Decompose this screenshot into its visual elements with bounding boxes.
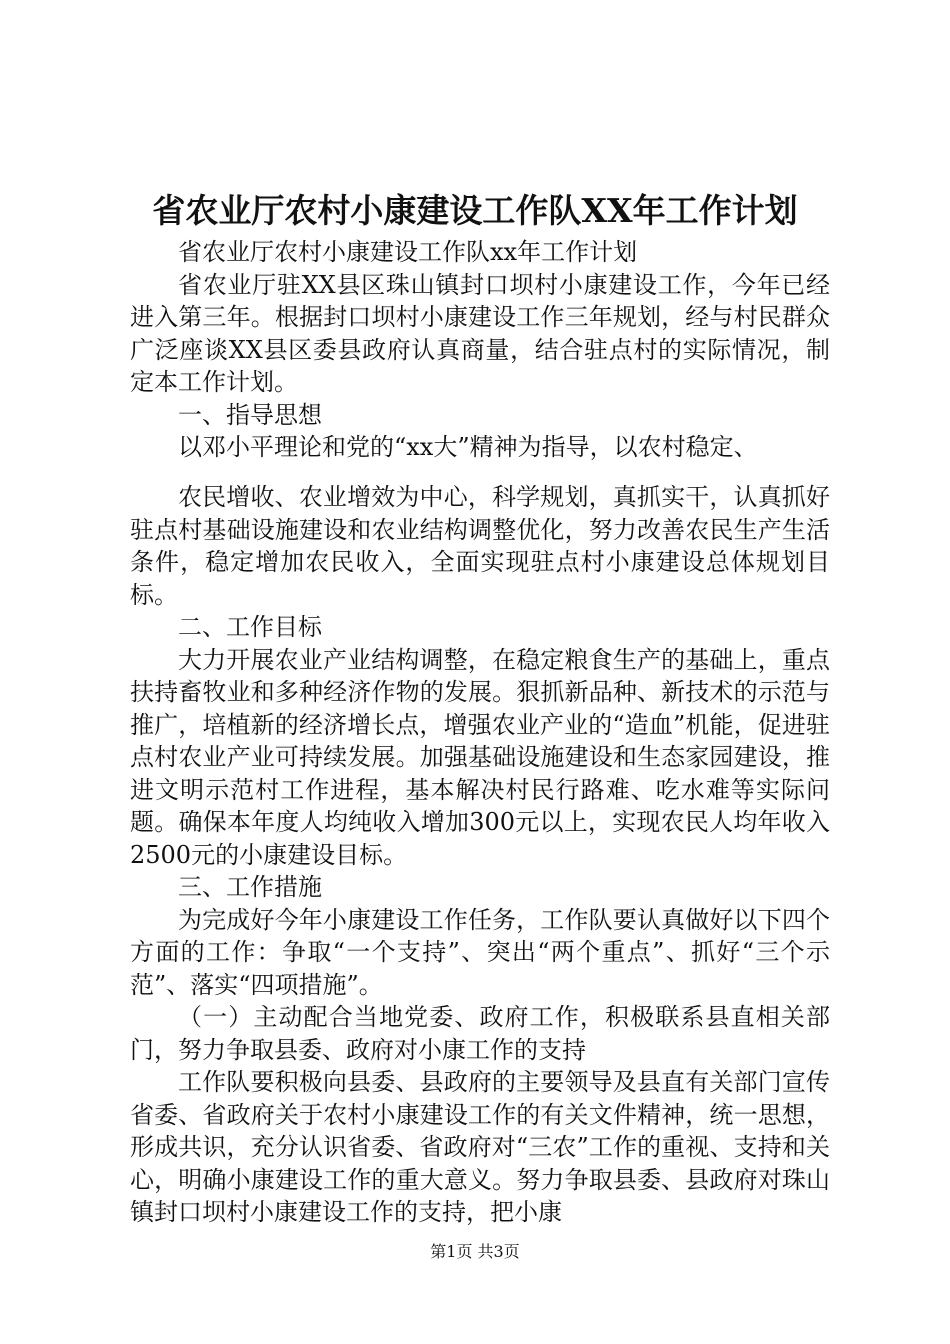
section-heading: 二、工作目标 [178, 613, 322, 641]
paragraph: 工作队要积极向县委、县政府的主要领导及县直有关部门宣传省委、省政府关于农村小康建设工作的有关文件精神，统一思想，形成共识，充分认识省委、省政府对“三农”工作的重视、支持和关心，明确小康建设工作的重大意义。努力争取县委、县政府对珠山镇封口坝村小康建设工作的支持，把小康 [130, 1068, 830, 1226]
body-block-2 [130, 481, 830, 1229]
section-heading: 三、工作措施 [178, 873, 322, 901]
paragraph: 大力开展农业产业结构调整，在稳定粮食生产的基础上，重点扶持畜牧业和多种经济作物的发展。狠抓新品种、新技术的示范与推广，培植新的经济增长点，增强农业产业的“造血”机能，促进驻点村农业产业可持续发展。加强基础设施建设和生态家园建设，推进文明示范村工作进程，基本解决村民行路难、吃水难等实际问题。确保本年度人均纯收入增加300元以上，实现农民人均年收入2500元的小康建设目标。 [130, 645, 830, 869]
body-block-1 [130, 236, 830, 464]
paragraph: 以邓小平理论和党的“xx大”精神为指导，以农村稳定、 [178, 433, 758, 461]
section-heading: 一、指导思想 [178, 400, 322, 429]
paragraph: 农民增收、农业增效为中心，科学规划，真抓实干，认真抓好驻点村基础设施建设和农业结构调整优化，努力改善农民生产生活条件，稳定增加农民收入，全面实现驻点村小康建设总体规划目标。 [130, 483, 830, 609]
paragraph: 为完成好今年小康建设工作任务，工作队要认真做好以下四个方面的工作：争取“一个支持”、突出“两个重点”、抓好“三个示范”、落实“四项措施”。 [130, 905, 830, 999]
document-title: 省农业厅农村小康建设工作队XX年工作计划 [152, 191, 798, 230]
paragraph: 省农业厅驻XX县区珠山镇封口坝村小康建设工作，今年已经进入第三年。根据封口坝村小康建设工作三年规划，经与村民群众广泛座谈XX县区委县政府认真商量，结合驻点村的实际情况，制定本工作计划。 [130, 270, 830, 396]
page-footer: 第1页 共3页 [430, 1242, 520, 1261]
paragraph: 省农业厅农村小康建设工作队xx年工作计划 [178, 238, 638, 266]
subsection-heading: （一）主动配合当地党委、政府工作，积极联系县直相关部门，努力争取县委、政府对小康工作的支持 [130, 1003, 830, 1064]
